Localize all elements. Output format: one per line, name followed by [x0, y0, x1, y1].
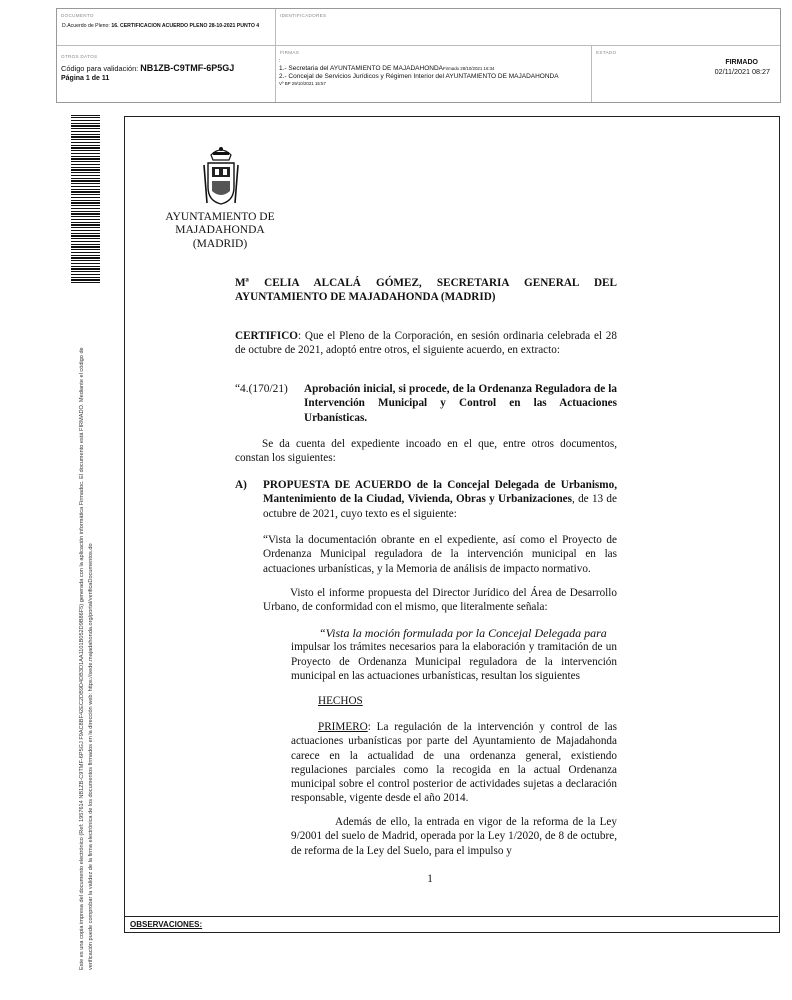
expediente-paragraph: Se da cuenta del expediente incoado en el que, entre otros documentos, constan los siguientes: — [235, 438, 617, 465]
page-title — [235, 276, 617, 305]
codigo-value: NB1ZB-C9TMF-6P5GJ — [140, 63, 235, 73]
coat-of-arms-logo — [202, 143, 240, 207]
observaciones-label: OBSERVACIONES: — [130, 920, 203, 929]
side-text-line-2: verificación puede comprobar la validez de la firma electrónica de los documentos firmados en la dirección web: https://sede.majadahonda.org/portal/verificaDocumentos.do — [88, 543, 94, 970]
documento-text: D.Acuerdo de Pleno: — [62, 23, 112, 29]
otros-datos-cell — [57, 46, 276, 102]
hechos-heading: HECHOS — [318, 695, 363, 707]
certifico-paragraph — [235, 329, 617, 358]
mocion-text: impulsar los trámites necesarios para la elaboración y tramitación de un Proyecto de Ordenanza Municipal reguladora de la intervención municipal en las actuaciones urbanísticas, resultan los siguientes — [291, 641, 617, 682]
document-header — [56, 8, 781, 103]
certifico-label: CERTIFICO — [235, 330, 299, 342]
firmas-label: FIRMAS — [280, 50, 300, 55]
identificadores-label: IDENTIFICADORES — [280, 13, 327, 18]
item-number: “4.(170/21) — [235, 383, 288, 395]
pagina-text: Página 1 de 11 — [61, 75, 110, 82]
certifico-text: : Que el Pleno de la Corporación, en sesión ordinaria celebrada el 28 de octubre de 2021, adoptó entre otros, el siguiente acuerdo, en extracto: — [235, 330, 617, 357]
otros-datos-label: OTROS DATOS — [61, 54, 98, 59]
codigo-label: Código para validación: — [61, 64, 141, 73]
item-title: Aprobación inicial, si procede, de la Ordenanza Reguladora de la Intervención Municipal y Control en las Actuaciones Urbanísticas. — [304, 383, 617, 424]
observaciones-bar — [124, 916, 778, 932]
letterhead-line-1: AYUNTAMIENTO DE — [165, 211, 275, 223]
letterhead-line-2: MAJADAHONDA — [175, 224, 265, 237]
documento-title: 16. CERTIFICACION ACUERDO PLENO 28-10-2021 PUNTO 4 — [111, 23, 260, 29]
side-verification-text — [78, 347, 96, 970]
identificadores-cell — [276, 9, 780, 46]
quote-paragraph-2: Visto el informe propuesta del Director Jurídico del Área de Desarrollo Urbano, de conformidad con el mismo, que literalmente señala: — [263, 587, 617, 614]
primero-text: : La regulación de la intervención y control de las actuaciones urbanísticas por parte del Ayuntamiento de Majadahonda carece en la actualidad de una ordenanza general, existiendo regulaciones parciales como la recogida en la actual Ordenanza municipal sobre el control posterior de actividades sujetas a declaración responsable, vigente desde el año 2014. — [291, 721, 617, 805]
firma-1-date: Firmado 28/10/2021 16:34 — [442, 66, 495, 71]
section-a-title: PROPUESTA DE ACUERDO de la Concejal Delegada de Urbanismo, Mantenimiento de la Ciudad, Vivienda, Obras y Urbanizaciones — [263, 479, 617, 506]
estado-cell — [592, 46, 780, 102]
barcode — [71, 115, 100, 283]
letterhead — [150, 211, 290, 251]
primero-label: PRIMERO — [318, 721, 368, 733]
section-a-letter: A) — [235, 479, 247, 491]
estado-date: 02/11/2021 08:27 — [714, 67, 770, 76]
firma-2-date: Vº BP 29/10/2021 15:57 — [279, 81, 326, 86]
firmas-cell — [276, 46, 592, 102]
firma-1: 1.- Secretaria del AYUNTAMIENTO DE MAJADAHONDA — [279, 65, 443, 72]
firma-2: 2.- Concejal de Servicios Jurídicos y Régimen Interior del AYUNTAMIENTO DE MAJADAHONDA — [279, 73, 559, 80]
section-a-paragraph — [263, 478, 617, 521]
documento-cell — [57, 9, 276, 46]
ademas-paragraph: Además de ello, la entrada en vigor de la reforma de la Ley 9/2001 del suelo de Madrid, operada por la Ley 1/2020, de 8 de octubre, de reforma de la Ley del Suelo, para el impulso y — [291, 816, 617, 857]
estado-label: ESTADO — [596, 50, 617, 55]
documento-label: DOCUMENTO — [61, 13, 94, 18]
primero-paragraph — [291, 720, 617, 806]
section-a-text: , de 13 de octubre de 2021, cuyo texto es el siguiente: — [263, 493, 617, 520]
quote-paragraph-3 — [291, 626, 617, 683]
title-line-2: AYUNTAMIENTO DE MAJADAHONDA (MADRID) — [235, 291, 496, 304]
firmas-colon: : — [279, 58, 281, 64]
title-line-1: Mª CELIA ALCALÁ GÓMEZ, SECRETARIA GENERAL DEL — [235, 277, 617, 289]
mocion-italic: “Vista la moción formulada por la Concejal Delegada para — [319, 626, 607, 640]
page-number: 1 — [427, 873, 433, 885]
quote-paragraph-1: “Vista la documentación obrante en el expediente, así como el Proyecto de Ordenanza Municipal reguladora de la intervención municipal en las actuaciones urbanísticas, y la Memoria de análisis de impacto normativo. — [263, 534, 617, 575]
estado-value: FIRMADO — [725, 59, 758, 66]
letterhead-line-3: (MADRID) — [192, 237, 248, 250]
side-text-line-1: Este es una copia impresa del documento electrónico (Ref: 1957614 NB1ZB-C9TMF-6P5GJ F9AC8BF42EC2DB9D4DB3D1AA1101B052D9B86F5) generada con la aplicación informática Firmadoc. El documento está FIRMADO. Mediante el código de — [79, 347, 85, 970]
